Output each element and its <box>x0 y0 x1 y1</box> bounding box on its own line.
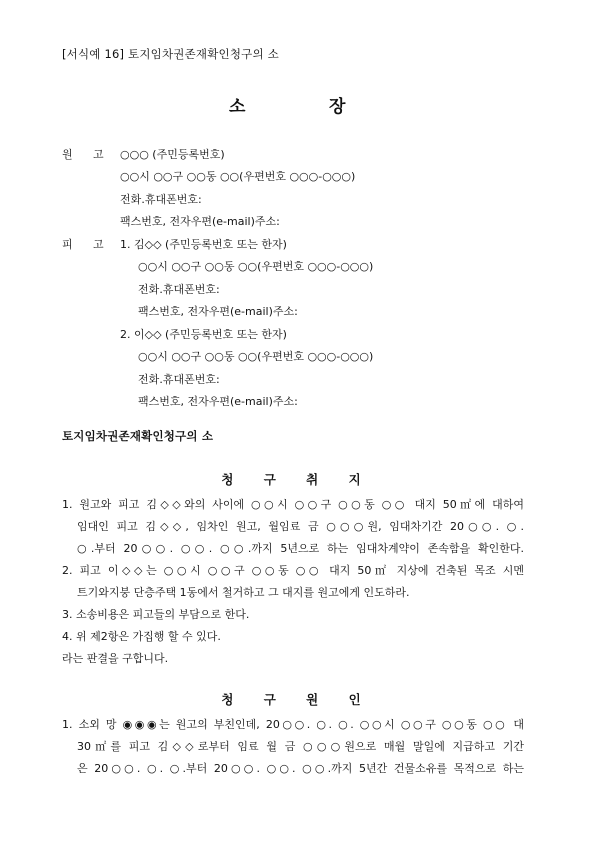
defendant-2-phone: 전화․휴대폰번호: <box>138 373 220 386</box>
defendant-label-char-2: 고 <box>93 238 104 251</box>
plaintiff-label-char-2: 고 <box>93 148 104 161</box>
defendant-2-address: ○○시 ○○구 ○○동 ○○(우편번호 ○○○-○○○) <box>138 350 374 363</box>
case-name: 토지임차권존재확인청구의 소 <box>62 429 214 443</box>
claim-purpose-line-8: 라는 판결을 구합니다. <box>62 652 169 665</box>
defendant-2-name: 2. 이◇◇ (주민등록번호 또는 한자) <box>120 328 287 341</box>
plaintiff-address: ○○시 ○○구 ○○동 ○○(우편번호 ○○○-○○○) <box>120 170 356 183</box>
claim-cause-title-text: 청 구 원 인 <box>221 692 374 707</box>
defendant-1-name: 1. 김◇◇ (주민등록번호 또는 한자) <box>120 238 287 251</box>
claim-cause-title <box>0 690 595 708</box>
claim-purpose-line-2: 임대인 피고 김◇◇, 임차인 원고, 월임료 금 ○○○원, 임대차기간 20○○. ○. <box>77 520 524 533</box>
claim-purpose-line-1: 1. 원고와 피고 김◇◇와의 사이에 ○○시 ○○구 ○○동 ○○ 대지 50㎡에 대하여 <box>62 498 524 511</box>
claim-purpose-line-4: 2. 피고 이◇◇는 ○○시 ○○구 ○○동 ○○ 대지 50㎡ 지상에 건축된 목조 시멘 <box>62 564 524 577</box>
plaintiff-phone: 전화․휴대폰번호: <box>120 193 202 206</box>
defendant-1-address: ○○시 ○○구 ○○동 ○○(우편번호 ○○○-○○○) <box>138 260 374 273</box>
doc-title-char-2: 장 <box>329 97 346 117</box>
plaintiff-label-char-1: 원 <box>62 148 73 161</box>
defendant-2-fax-email: 팩스번호, 전자우편(e-mail)주소: <box>138 395 298 408</box>
claim-purpose-line-3: ○.부터 20○○. ○○. ○○.까지 5년으로 하는 임대차계약이 존속함을 확인한다. <box>77 542 524 555</box>
form-title: [서식예 16] 토지임차권존재확인청구의 소 <box>62 47 279 61</box>
claim-purpose-line-7: 4. 위 제2항은 가집행 할 수 있다. <box>62 630 221 643</box>
doc-title-char-1: 소 <box>229 97 246 117</box>
plaintiff-fax-email: 팩스번호, 전자우편(e-mail)주소: <box>120 215 280 228</box>
defendant-1-phone: 전화․휴대폰번호: <box>138 283 220 296</box>
claim-purpose-line-6: 3. 소송비용은 피고들의 부담으로 한다. <box>62 608 250 621</box>
claim-cause-line-2: 30㎡를 피고 김◇◇로부터 임료 월 금 ○○○원으로 매월 말일에 지급하고 기간 <box>77 740 524 753</box>
claim-cause-line-1: 1. 소외 망 ◉◉◉는 원고의 부친인데, 20○○. ○. ○. ○○시 ○○구 ○○동 ○○ 대 <box>62 718 524 731</box>
claim-purpose-line-5: 트기와지붕 단층주택 1동에서 철거하고 그 대지를 원고에게 인도하라. <box>77 586 410 599</box>
defendant-label-char-1: 피 <box>62 238 73 251</box>
defendant-1-fax-email: 팩스번호, 전자우편(e-mail)주소: <box>138 305 298 318</box>
claim-purpose-title <box>0 470 595 488</box>
plaintiff-name: ○○○ (주민등록번호) <box>120 148 225 161</box>
claim-cause-line-3: 은 20○○. ○. ○.부터 20○○. ○○. ○○.까지 5년간 건물소유를 목적으로 하는 <box>77 762 524 775</box>
claim-purpose-title-text: 청 구 취 지 <box>221 472 374 487</box>
